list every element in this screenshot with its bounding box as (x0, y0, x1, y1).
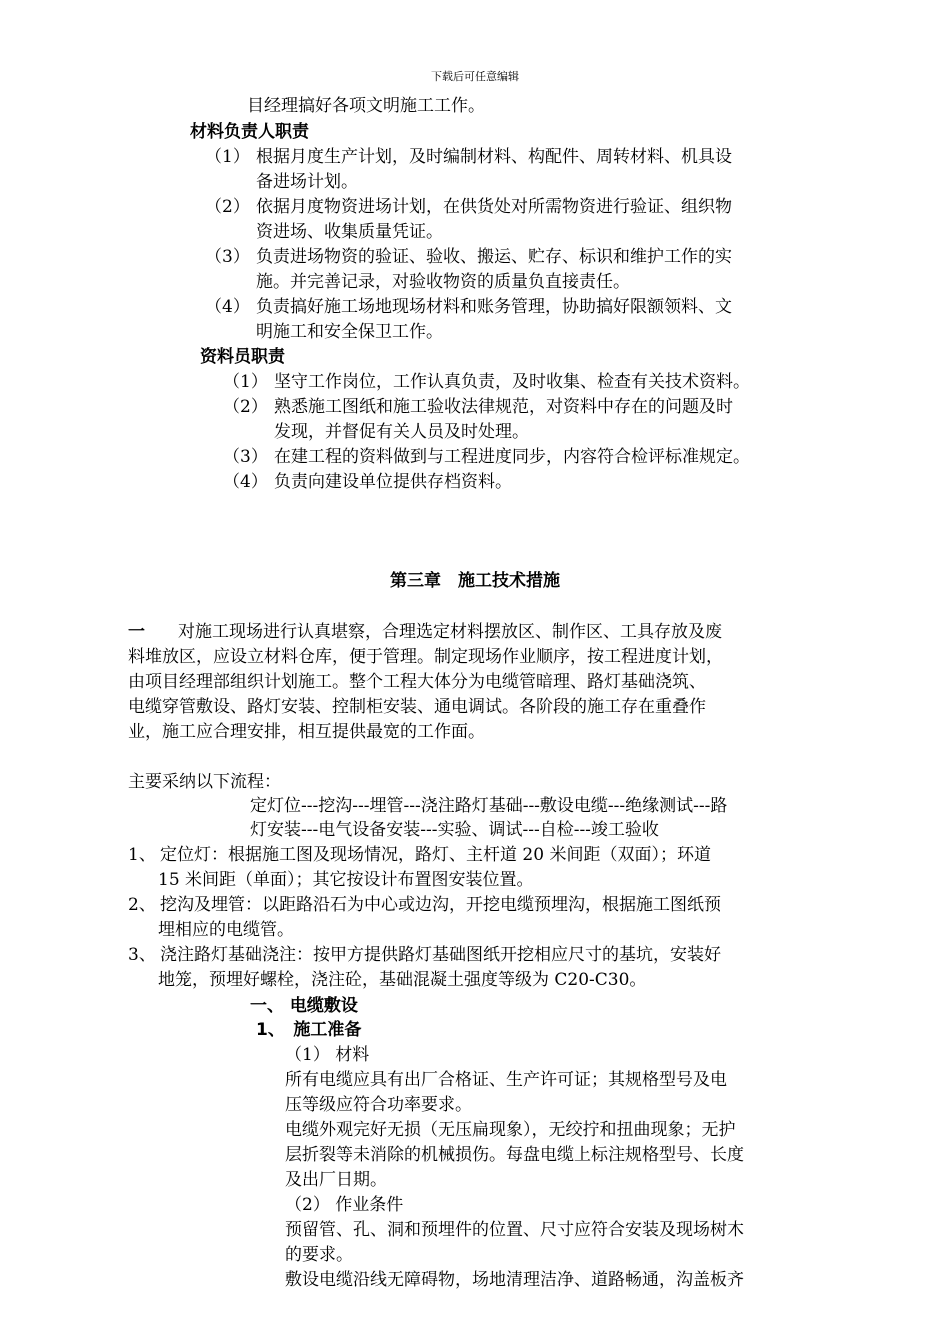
list-item-line: 资进场、收集质量凭证。 (256, 222, 443, 242)
chapter-title: 第三章 施工技术措施 (390, 571, 560, 591)
subsection-heading: 1、 施工准备 (256, 1020, 362, 1040)
list-item-line: 备进场计划。 (256, 172, 358, 192)
paragraph-line: 预留管、孔、洞和预埋件的位置、尺寸应符合安装及现场树木 (285, 1220, 744, 1240)
section-heading: 一、 电缆敷设 (250, 996, 358, 1016)
paragraph-line: 所有电缆应具有出厂合格证、生产许可证；其规格型号及电 (285, 1070, 727, 1090)
process-flow-line: 灯安装---电气设备安装---实验、调试---自检---竣工验收 (250, 820, 659, 840)
list-item-line: 负责搞好施工场地现场材料和账务管理，协助搞好限额领料、文 (256, 297, 732, 317)
step-line: 埋相应的电缆管。 (158, 920, 294, 940)
step-number: 1、 (128, 845, 156, 865)
paragraph-line: 由项目经理部组织计划施工。整个工程大体分为电缆管暗理、路灯基础浇筑、 (128, 672, 706, 692)
list-item-number: （3） (205, 247, 250, 267)
step-line: 地笼，预埋好螺栓，浇注砼，基础混凝土强度等级为 C20-C30。 (158, 970, 647, 990)
paragraph-line: 敷设电缆沿线无障碍物，场地清理洁净、道路畅通，沟盖板齐 (285, 1270, 744, 1290)
step-line: 15 米间距（单面）；其它按设计布置图安装位置。 (158, 870, 534, 890)
paragraph-line: 料堆放区，应设立材料仓库，便于管理。制定现场作业顺序，按工程进度计划， (128, 647, 723, 667)
list-item-number: （1） (205, 147, 250, 167)
step-line: 浇注路灯基础浇注：按甲方提供路灯基础图纸开挖相应尺寸的基坑，安装好 (160, 945, 721, 965)
list-item-line: 坚守工作岗位，工作认真负责，及时收集、检查有关技术资料。 (274, 372, 750, 392)
list-item-number: （4） (205, 297, 250, 317)
process-lead: 主要采纳以下流程： (128, 772, 281, 792)
list-item-number: （4） (223, 472, 268, 492)
list-item-line: 发现，并督促有关人员及时处理。 (274, 422, 529, 442)
list-item-number: （2） (223, 397, 268, 417)
list-item-number: （2） (205, 197, 250, 217)
list-item-line: 熟悉施工图纸和施工验收法律规范，对资料中存在的问题及时 (274, 397, 733, 417)
paragraph-line: 层折裂等未消除的机械损伤。每盘电缆上标注规格型号、长度 (285, 1145, 744, 1165)
list-item-line: 在建工程的资料做到与工程进度同步，内容符合检评标准规定。 (274, 447, 750, 467)
material-manager-title: 材料负责人职责 (190, 122, 309, 142)
step-number: 2、 (128, 895, 156, 915)
paragraph-line: 业，施工应合理安排，相互提供最宽的工作面。 (128, 722, 485, 742)
step-number: 3、 (128, 945, 156, 965)
intro-marker: 一 (128, 622, 145, 642)
step-line: 定位灯：根据施工图及现场情况，路灯、主杆道 20 米间距（双面）；环道 (160, 845, 711, 865)
paragraph-line: 电缆外观完好无损（无压扁现象），无绞拧和扭曲现象；无护 (285, 1120, 736, 1140)
list-item-line: 依据月度物资进场计划，在供货处对所需物资进行验证、组织物 (256, 197, 732, 217)
paragraph-line: 的要求。 (285, 1245, 353, 1265)
continuation-line: 目经理搞好各项文明施工工作。 (247, 96, 485, 116)
list-item-line: 根据月度生产计划，及时编制材料、构配件、周转材料、机具设 (256, 147, 732, 167)
step-line: 挖沟及埋管：以距路沿石为中心或边沟，开挖电缆预埋沟，根据施工图纸预 (160, 895, 721, 915)
list-item-number: （1） (223, 372, 268, 392)
list-item-line: 负责进场物资的验证、验收、搬运、贮存、标识和维护工作的实 (256, 247, 732, 267)
paragraph-line: 及出厂日期。 (285, 1170, 387, 1190)
paragraph-line: 电缆穿管敷设、路灯安装、控制柜安装、通电调试。各阶段的施工存在重叠作 (128, 697, 706, 717)
page-header-note: 下载后可任意编辑 (431, 70, 519, 83)
list-item-line: 明施工和安全保卫工作。 (256, 322, 443, 342)
list-item-line: 施。并完善记录，对验收物资的质量负直接责任。 (256, 272, 630, 292)
list-item-number: （3） (223, 447, 268, 467)
material-heading: （1） 材料 (285, 1045, 370, 1065)
doc-clerk-title: 资料员职责 (200, 347, 285, 367)
process-flow-line: 定灯位---挖沟---埋管---浇注路灯基础---敷设电缆---绝缘测试---路 (250, 796, 728, 816)
list-item-line: 负责向建设单位提供存档资料。 (274, 472, 512, 492)
conditions-heading: （2） 作业条件 (285, 1195, 404, 1215)
paragraph-line: 压等级应符合功率要求。 (285, 1095, 472, 1115)
paragraph-line: 对施工现场进行认真堪察，合理选定材料摆放区、制作区、工具存放及废 (178, 622, 722, 642)
